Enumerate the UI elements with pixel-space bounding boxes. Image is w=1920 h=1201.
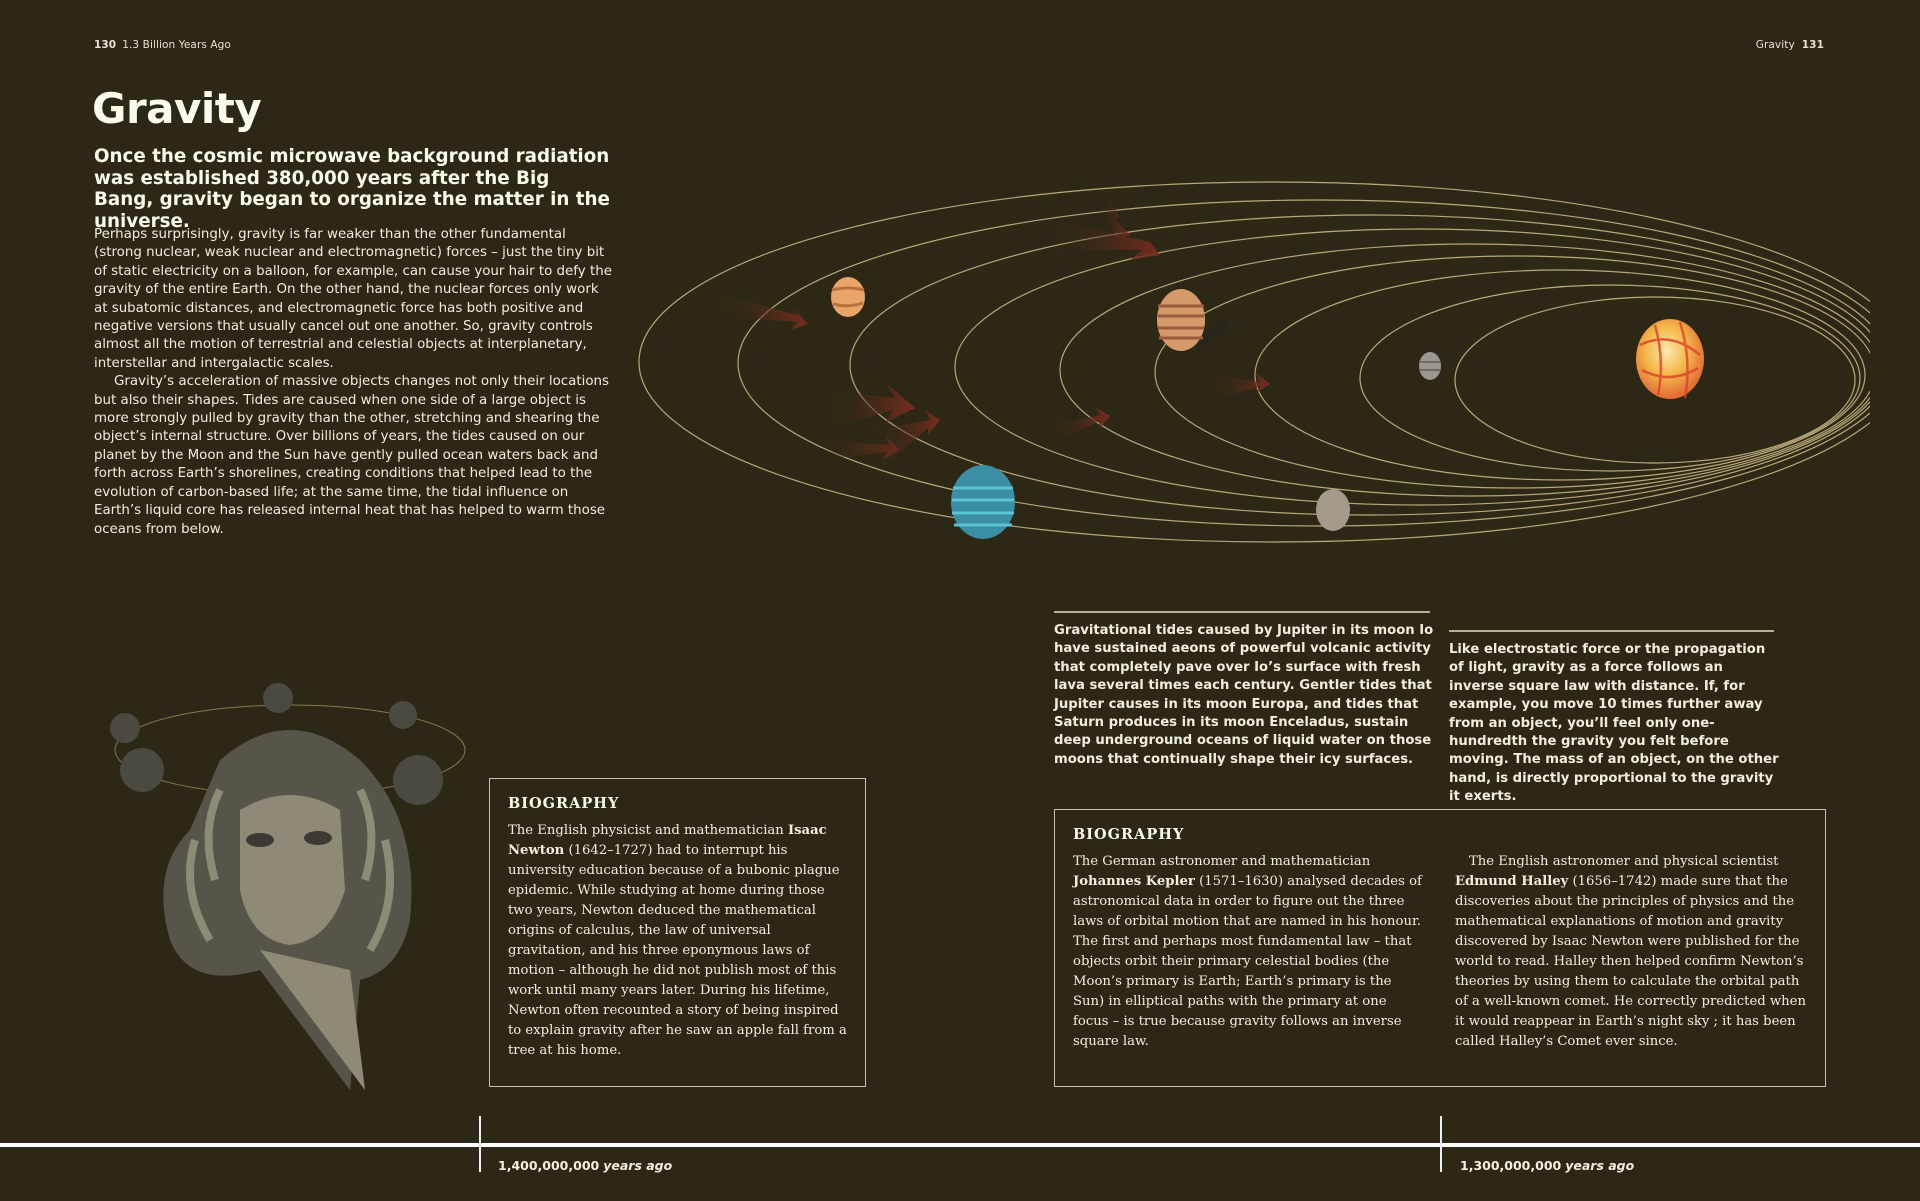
- body-paragraph: Gravity’s acceleration of massive objects changes not only their locations but also their shapes. Tides are caused when one side of a large object is more strongly pulled by gravity than the other, stretching and shearing the object’s internal structure. Over billions of years, the tides caused on our planet by the Moon and the Sun have gently pulled ocean waters back and forth across Earth’s shorelines, creating conditions that helped lead to the evolution of carbon-based life; at the same time, the tidal influence on Earth’s liquid core has released internal heat that has helped to warm those oceans from below.: [94, 374, 609, 537]
- planet-grey-small: [1419, 352, 1441, 380]
- folio-left: [94, 39, 231, 51]
- bio-text-rest: (1642–1727) had to interrupt his university education because of a bubonic plague epidemic. While studying at home during those two years, Newton deduced the mathematical origins of calculus, the law of universal gravitation, and his three eponymous laws of motion – although he did not publish most of this work until many years later. During his lifetime, Newton often recounted a story of being inspired to explain gravity after he saw an apple fall from a tree at his home.: [508, 843, 847, 1058]
- biography-heading: BIOGRAPHY: [508, 795, 620, 812]
- planet-neptune-like: [951, 465, 1015, 539]
- tides-sidebar: Gravitational tides caused by Jupiter in its moon Io have sustained aeons of powerful volcanic activity that completely pave over Io’s surface with fresh lava several times each century. Gentler tides that Jupiter causes in its moon Europa, and tides that Saturn produces in its moon Enceladus, sustain deep underground oceans of liquid water on those moons that continually shape their icy surfaces.: [1054, 623, 1434, 767]
- bio-text-lead: The English physicist and mathematician: [508, 823, 788, 838]
- newton-portrait-illustration: [100, 670, 480, 1100]
- page-title: Gravity: [92, 84, 262, 133]
- bio-text-rest: (1656–1742) made sure that the discoveries about the principles of physics and the mathematical explanations of motion and gravity discovered by Isaac Newton were published for the world to read. Halley then helped confirm Newton’s theories by using them to calculate the orbital path of a well-known comet. He correctly predicted when it would reappear in Earth’s night sky ; it has been called Halley’s Comet ever since.: [1455, 874, 1806, 1049]
- page-number: 131: [1801, 39, 1824, 51]
- timeline-bar: [0, 1143, 1920, 1147]
- timeline-value: 1,300,000,000: [1460, 1158, 1562, 1173]
- inverse-square-sidebar: Like electrostatic force or the propagation of light, gravity as a force follows an inverse square law with distance. If, for example, you move 10 times further away from an object, you’ll feel only one-hundredth the gravity you felt before moving. The mass of an object, on the other hand, is directly proportional to the gravity it exerts.: [1449, 642, 1779, 805]
- sun: [1636, 319, 1704, 399]
- bio-text-lead: The German astronomer and mathematician: [1073, 854, 1371, 869]
- biography-halley-text: [1455, 852, 1807, 1052]
- bio-text-lead: The English astronomer and physical scientist: [1469, 854, 1779, 869]
- planet-moon-grey: [1316, 489, 1350, 531]
- timeline-value: 1,400,000,000: [498, 1158, 600, 1173]
- solar-system-diagram: [630, 170, 1870, 550]
- folio-right: [1756, 39, 1824, 51]
- biography-kepler-halley: [1054, 809, 1826, 1087]
- biography-heading: BIOGRAPHY: [1073, 826, 1185, 843]
- planet-orange: [831, 277, 865, 317]
- body-paragraph: Perhaps surprisingly, gravity is far weaker than the other fundamental (strong nuclear, weak nuclear and electromagnetic) forces – just the tiny bit of static electricity on a balloon, for example, can cause your hair to defy the gravity of the entire Earth. On the other hand, the nuclear forces only work at subatomic distances, and electromagnetic force has both positive and negative versions that usually cancel out one another. So, gravity controls almost all the motion of terrestrial and celestial objects at interplanetary, interstellar and intergalactic scales.: [94, 227, 612, 371]
- bio-person-name: Isaac Newton: [508, 823, 827, 858]
- divider-rule: [1449, 630, 1774, 632]
- body-text: [94, 226, 614, 539]
- timeline-label: [498, 1158, 672, 1173]
- bio-person-name: Johannes Kepler: [1073, 874, 1195, 889]
- section-title: Gravity: [1755, 39, 1795, 51]
- biography-kepler-text: [1073, 852, 1425, 1052]
- timeline-tick: [1440, 1116, 1442, 1172]
- bio-text-rest: (1571–1630) analysed decades of astronomical data in order to figure out the three laws of orbital motion that are named in his honour. The first and perhaps most fundamental law – that objects orbit their primary celestial bodies (the Moon’s primary is Earth; Earth’s primary is the Sun) in elliptical paths with the primary at one focus – is true because gravity follows an inverse square law.: [1073, 874, 1422, 1049]
- section-title: 1.3 Billion Years Ago: [122, 39, 231, 51]
- page-number: 130: [94, 39, 117, 51]
- planet-saturn-like: [1157, 289, 1205, 351]
- biography-halley: [1455, 852, 1807, 1052]
- timeline-label: [1460, 1158, 1634, 1173]
- biography-newton: [489, 778, 866, 1087]
- timeline-tick: [479, 1116, 481, 1172]
- timeline-unit: years ago: [603, 1158, 673, 1173]
- divider-rule: [1054, 611, 1430, 613]
- bio-person-name: Edmund Halley: [1455, 874, 1569, 889]
- intro-deck: Once the cosmic microwave background radiation was established 380,000 years after the Big Bang, gravity began to organize the matter in the universe.: [94, 146, 610, 232]
- biography-text: [508, 821, 847, 1061]
- timeline-unit: years ago: [1565, 1158, 1635, 1173]
